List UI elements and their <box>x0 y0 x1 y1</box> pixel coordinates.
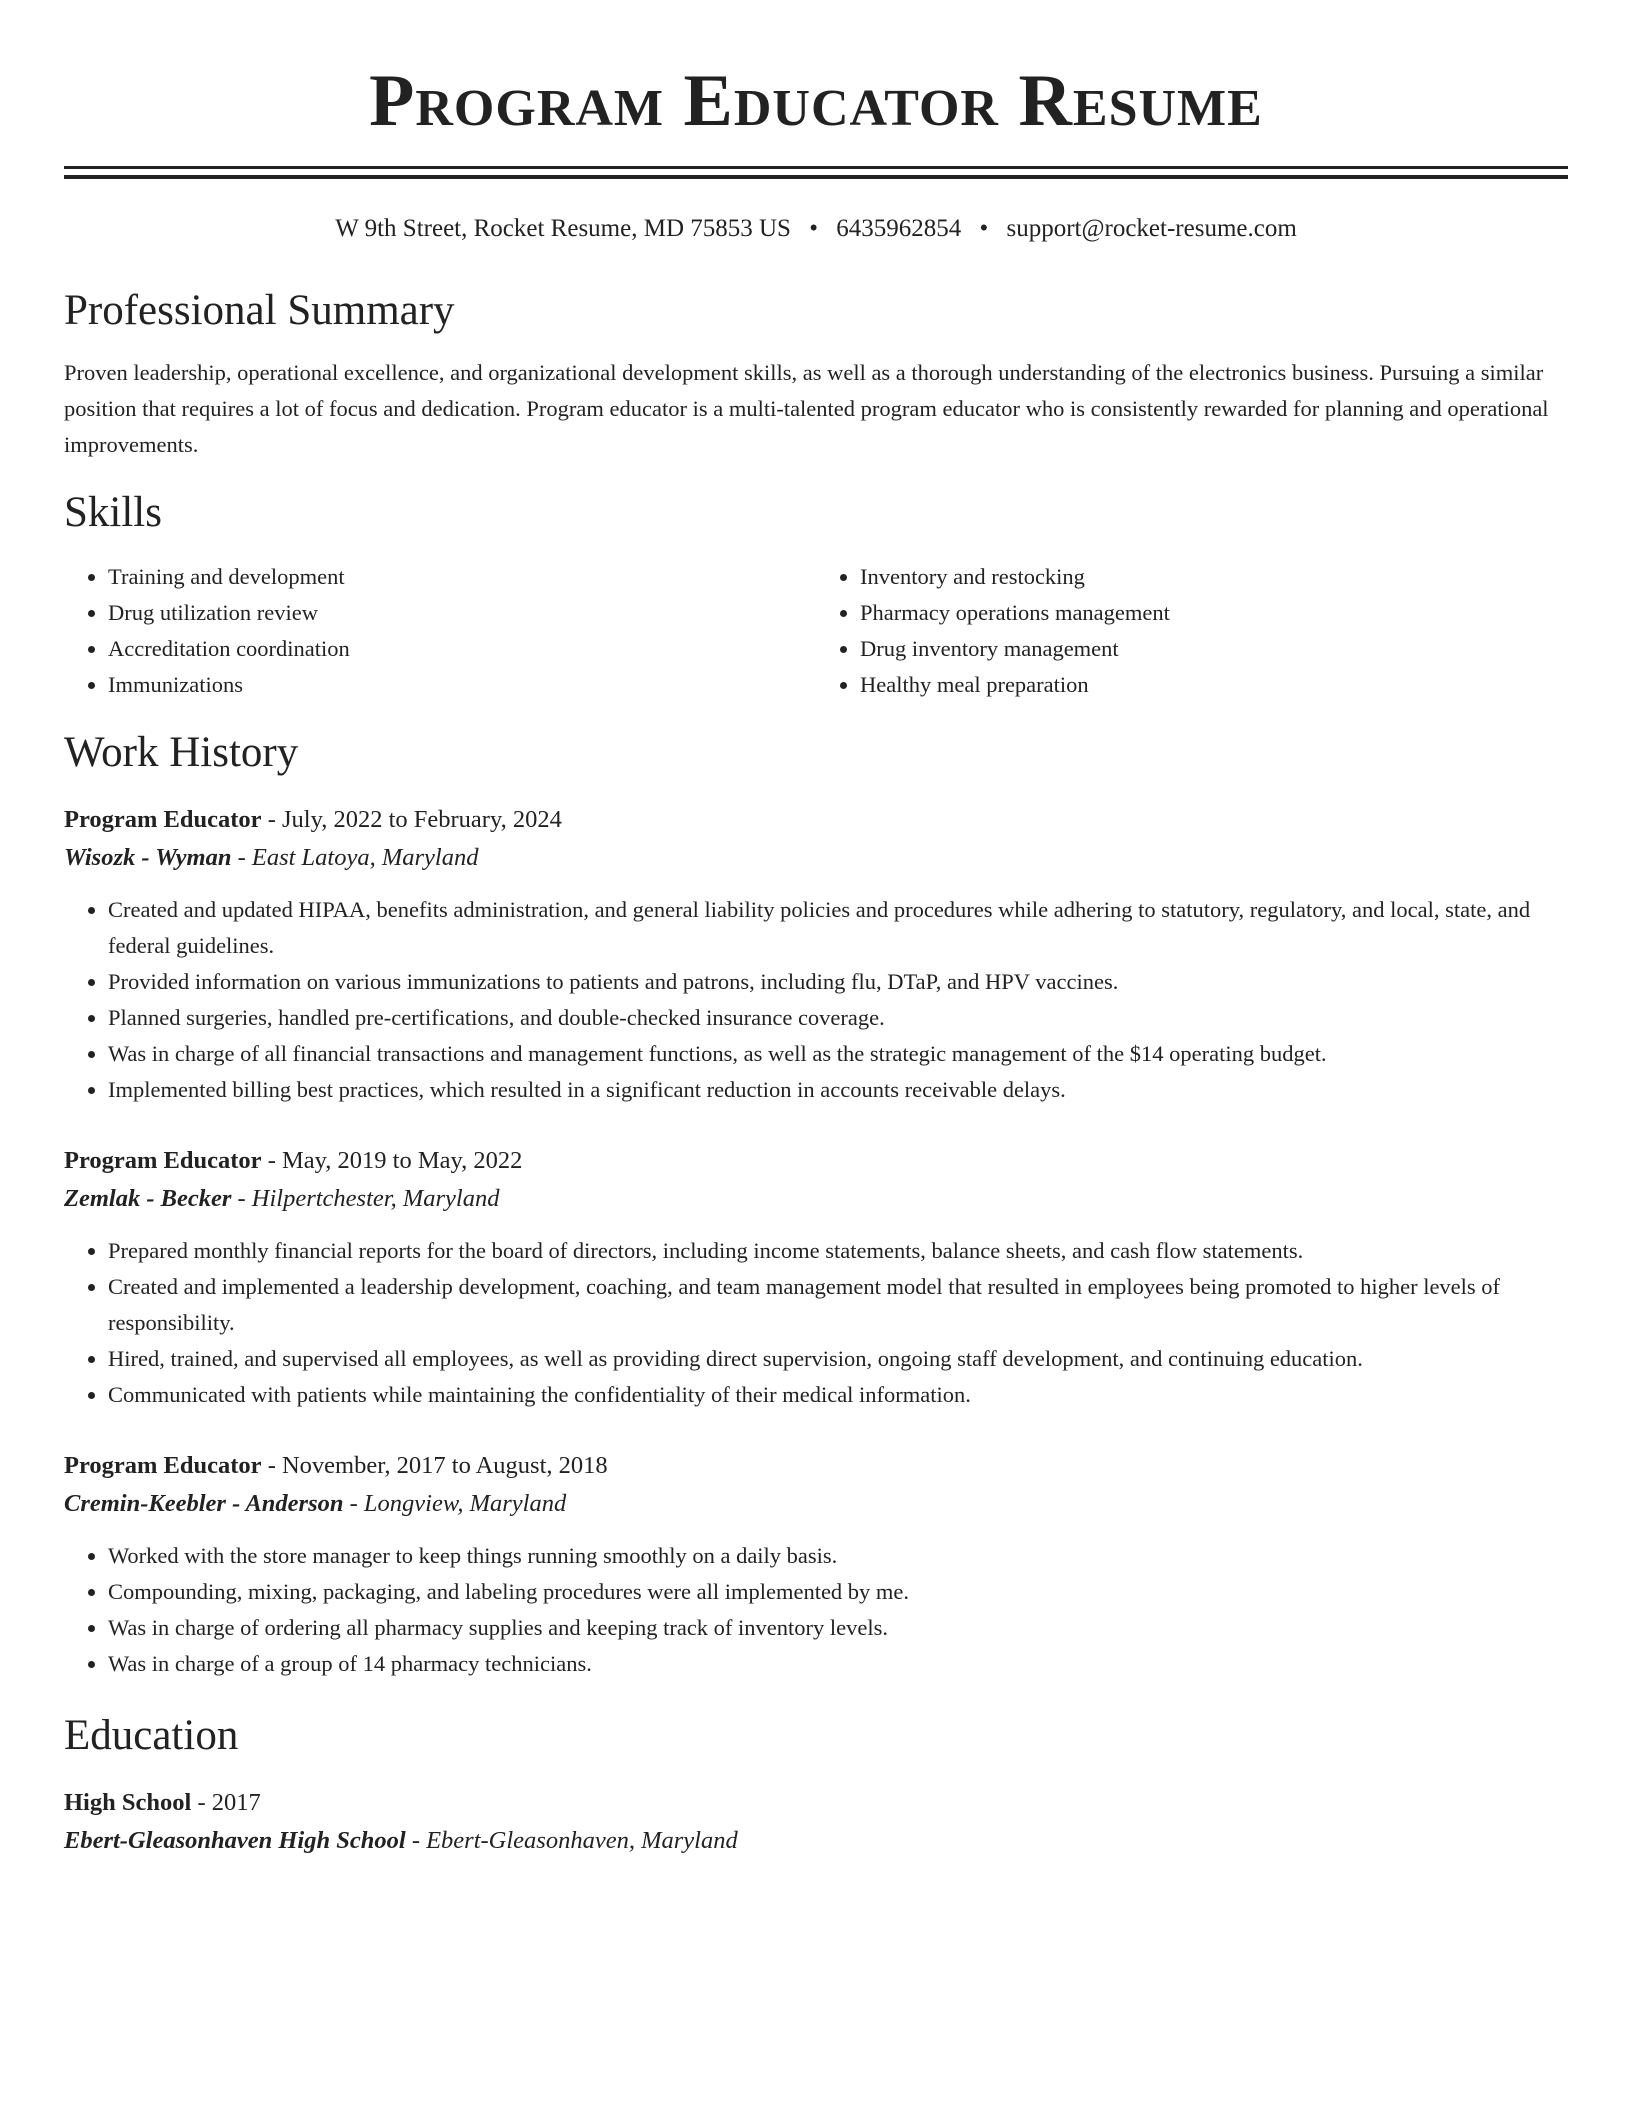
skill-item: • Training and development <box>108 559 816 595</box>
job-title: Program Educator <box>64 1452 262 1479</box>
summary-text: Proven leadership, operational excellence, and organizational development skills, as well as a thorough understanding of the electronics business. Pursuing a similar position that requires a lot of focus and dedication. Program educator is a multi-talented program educator who is consistently rewarded for planning and operational improvements. <box>64 360 1549 457</box>
job-company: Zemlak - Becker <box>64 1185 232 1212</box>
contact-email[interactable]: support@rocket-resume.com <box>1006 215 1297 242</box>
title-divider-bottom <box>64 175 1568 179</box>
job-company-line <box>64 839 1568 877</box>
job-company: Cremin-Keebler - Anderson <box>64 1490 344 1517</box>
job-entry <box>64 1447 1568 1682</box>
education-degree: High School <box>64 1789 192 1816</box>
job-bullets <box>64 892 1568 1108</box>
job-title-line <box>64 1142 1568 1180</box>
job-title: Program Educator <box>64 1147 262 1174</box>
title-divider-top <box>64 166 1568 169</box>
education-entry <box>64 1784 1568 1860</box>
skill-item: • Inventory and restocking <box>860 559 1568 595</box>
job-company-line <box>64 1180 1568 1218</box>
job-entry <box>64 801 1568 1108</box>
education-school-line <box>64 1822 1568 1860</box>
skill-item: • Pharmacy operations management <box>860 595 1568 631</box>
job-bullet: • Created and implemented a leadership development, coaching, and team management model that resulted in employees being promoted to higher levels of responsibility. <box>108 1269 1568 1341</box>
job-dates: - November, 2017 to August, 2018 <box>261 1452 608 1479</box>
skills-column-left <box>64 559 816 703</box>
job-title-line <box>64 801 1568 839</box>
education-school: Ebert-Gleasonhaven High School <box>64 1827 406 1854</box>
job-location: - Longview, Maryland <box>343 1490 567 1517</box>
job-company-line <box>64 1485 1568 1523</box>
skills-list <box>64 559 1568 703</box>
work-history-heading: Work History <box>64 729 299 776</box>
skill-item: • Drug utilization review <box>108 595 816 631</box>
job-bullet: • Compounding, mixing, packaging, and labeling procedures were all implemented by me. <box>108 1574 1568 1610</box>
skill-item: • Healthy meal preparation <box>860 667 1568 703</box>
education-year: - 2017 <box>191 1789 261 1816</box>
job-location: - East Latoya, Maryland <box>231 844 479 871</box>
contact-separator: • <box>809 215 818 242</box>
education-heading: Education <box>64 1712 239 1759</box>
job-entry <box>64 1142 1568 1413</box>
education-location: - Ebert-Gleasonhaven, Maryland <box>405 1827 738 1854</box>
job-dates: - July, 2022 to February, 2024 <box>261 806 562 833</box>
job-bullet: • Created and updated HIPAA, benefits administration, and general liability policies and procedures while adhering to statutory, regulatory, and local, state, and federal guidelines. <box>108 892 1568 964</box>
skills-heading: Skills <box>64 489 162 536</box>
job-bullet: • Planned surgeries, handled pre-certifications, and double-checked insurance coverage. <box>108 1000 1568 1036</box>
job-bullet: • Implemented billing best practices, which resulted in a significant reduction in accounts receivable delays. <box>108 1072 1568 1108</box>
job-bullet: • Hired, trained, and supervised all employees, as well as providing direct supervision, ongoing staff development, and continuing education. <box>108 1341 1568 1377</box>
job-location: - Hilpertchester, Maryland <box>231 1185 500 1212</box>
contact-phone: 6435962854 <box>836 215 962 242</box>
job-bullet: • Communicated with patients while maintaining the confidentiality of their medical information. <box>108 1377 1568 1413</box>
skill-item: • Accreditation coordination <box>108 631 816 667</box>
job-title: Program Educator <box>64 806 262 833</box>
job-bullet: • Was in charge of all financial transactions and management functions, as well as the strategic management of the $14 operating budget. <box>108 1036 1568 1072</box>
job-title-line <box>64 1447 1568 1485</box>
job-bullet: • Worked with the store manager to keep things running smoothly on a daily basis. <box>108 1538 1568 1574</box>
job-dates: - May, 2019 to May, 2022 <box>261 1147 523 1174</box>
page-title: Program Educator Resume <box>369 60 1263 142</box>
job-bullet: • Prepared monthly financial reports for the board of directors, including income statements, balance sheets, and cash flow statements. <box>108 1233 1568 1269</box>
education-degree-line <box>64 1784 1568 1822</box>
skills-column-right <box>816 559 1568 703</box>
job-bullets <box>64 1233 1568 1413</box>
job-company: Wisozk - Wyman <box>64 844 232 871</box>
contact-separator: • <box>979 215 989 242</box>
summary-heading: Professional Summary <box>64 287 455 334</box>
job-bullet: • Provided information on various immunizations to patients and patrons, including flu, DTaP, and HPV vaccines. <box>108 964 1568 1000</box>
contact-address: W 9th Street, Rocket Resume, MD 75853 US <box>335 215 791 242</box>
contact-line <box>64 213 1568 245</box>
job-bullets <box>64 1538 1568 1682</box>
skill-item: • Immunizations <box>108 667 816 703</box>
job-bullet: • Was in charge of ordering all pharmacy supplies and keeping track of inventory levels. <box>108 1610 1568 1646</box>
job-bullet: • Was in charge of a group of 14 pharmacy technicians. <box>108 1646 1568 1682</box>
skill-item: • Drug inventory management <box>860 631 1568 667</box>
